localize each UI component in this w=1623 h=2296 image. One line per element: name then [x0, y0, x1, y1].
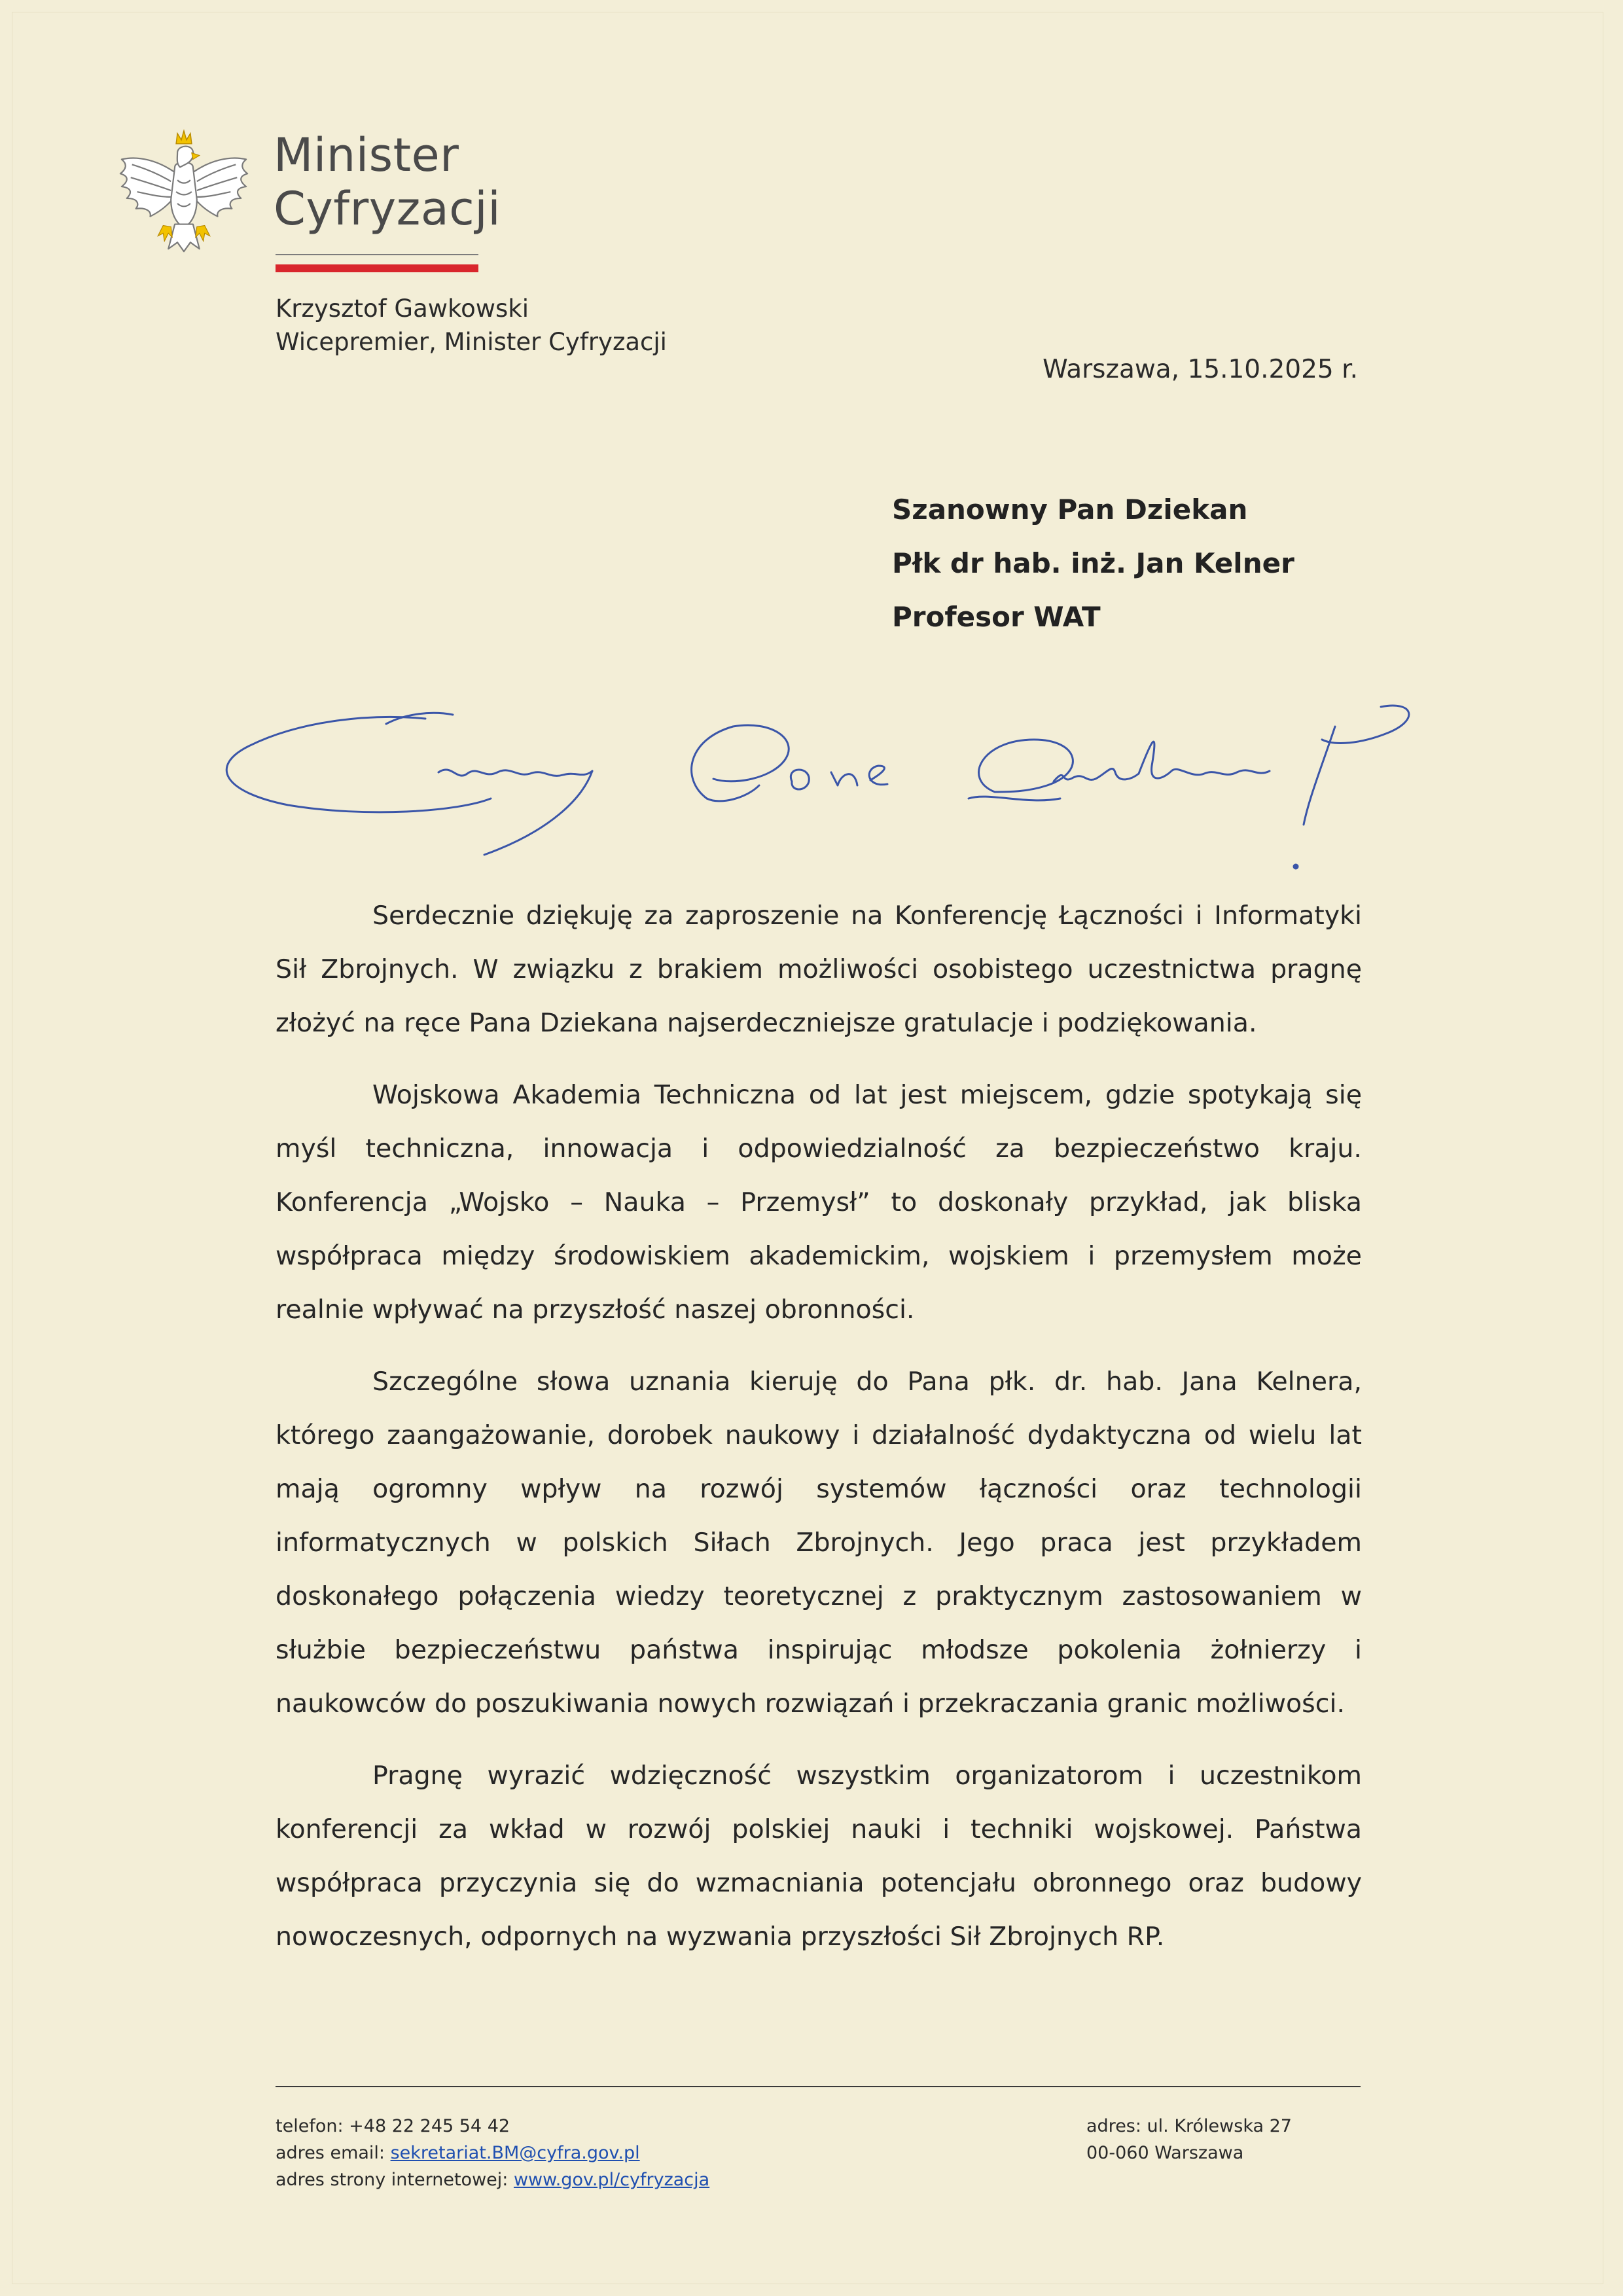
- polish-eagle-emblem-icon: [113, 122, 255, 264]
- footer-email-label: adres email:: [276, 2143, 391, 2163]
- signatory-name: Krzysztof Gawkowski: [276, 295, 529, 323]
- addressee-line1: Szanowny Pan Dziekan: [892, 493, 1248, 526]
- footer-address-line2: 00-060 Warszawa: [1086, 2143, 1244, 2163]
- footer-phone-label: telefon:: [276, 2116, 349, 2136]
- addressee-block: [892, 483, 1294, 644]
- addressee-line2: Płk dr hab. inż. Jan Kelner: [892, 547, 1294, 579]
- footer-divider: [276, 2086, 1361, 2087]
- body-paragraph: Pragnę wyrazić wdzięczność wszystkim organizatorom i uczestnikom konferencji za wkład w rozwój polskiej nauki i techniki wojskowej. Państwa współpraca przyczynia się do wzmacniania potencjału obronnego oraz budowy nowoczesnych, odpornych na wyzwania przyszłości Sił Zbrojnych RP.: [276, 1761, 1362, 1952]
- ministry-name-line1: Minister: [274, 128, 459, 182]
- body-paragraph: Wojskowa Akademia Techniczna od lat jest miejscem, gdzie spotykają się myśl techniczna, innowacja i odpowiedzialność za bezpieczeństwo kraju. Konferencja „Wojsko – Nauka – Przemysł” to doskonały przykład, jak bliska współpraca między środowiskiem akademickim, wojskiem i przemysłem może realnie wpływać na przyszłość naszej obronności.: [276, 1080, 1362, 1325]
- handwritten-salutation: [209, 700, 1414, 890]
- footer-contact: [276, 2113, 709, 2193]
- signatory-title: Wicepremier, Minister Cyfryzacji: [276, 328, 667, 356]
- header-accent-bar: [276, 264, 478, 272]
- footer-phone-value: +48 22 245 54 42: [349, 2116, 510, 2136]
- ministry-name-line2: Cyfryzacji: [274, 182, 501, 236]
- body-paragraph: Serdecznie dziękuję za zaproszenie na Konferencję Łączności i Informatyki Sił Zbrojnych. W związku z brakiem możliwości osobistego uczestnictwa pragnę złożyć na ręce Pana Dziekana najserdeczniejsze gratulacje i podziękowania.: [276, 901, 1362, 1038]
- footer-address: [1086, 2113, 1292, 2166]
- footer-email-link[interactable]: sekretariat.BM@cyfra.gov.pl: [390, 2143, 640, 2163]
- footer-email: [276, 2140, 709, 2166]
- addressee-line3: Profesor WAT: [892, 601, 1101, 633]
- footer-web-link[interactable]: www.gov.pl/cyfryzacja: [513, 2170, 710, 2190]
- footer-web-label: adres strony internetowej:: [276, 2170, 514, 2190]
- ministry-name: [274, 128, 501, 236]
- footer-phone: [276, 2113, 709, 2140]
- letter-body: [276, 889, 1362, 1982]
- footer-web: [276, 2166, 709, 2193]
- header-divider: [276, 254, 478, 255]
- signatory-block: [276, 292, 667, 359]
- body-paragraph: Szczególne słowa uznania kieruję do Pana płk. dr. hab. Jana Kelnera, którego zaangażowanie, dorobek naukowy i działalność dydaktyczna od wielu lat mają ogromny wpływ na rozwój systemów łączności oraz technologii informatycznych w polskich Siłach Zbrojnych. Jego praca jest przykładem doskonałego połączenia wiedzy teoretycznej z praktycznym zastosowaniem w służbie bezpieczeństwu państwa inspirując młodsze pokolenia żołnierzy i naukowców do poszukiwania nowych rozwiązań i przekraczania granic możliwości.: [276, 1367, 1362, 1719]
- letter-date: Warszawa, 15.10.2025 r.: [1043, 355, 1358, 384]
- footer-address-line1: adres: ul. Królewska 27: [1086, 2116, 1292, 2136]
